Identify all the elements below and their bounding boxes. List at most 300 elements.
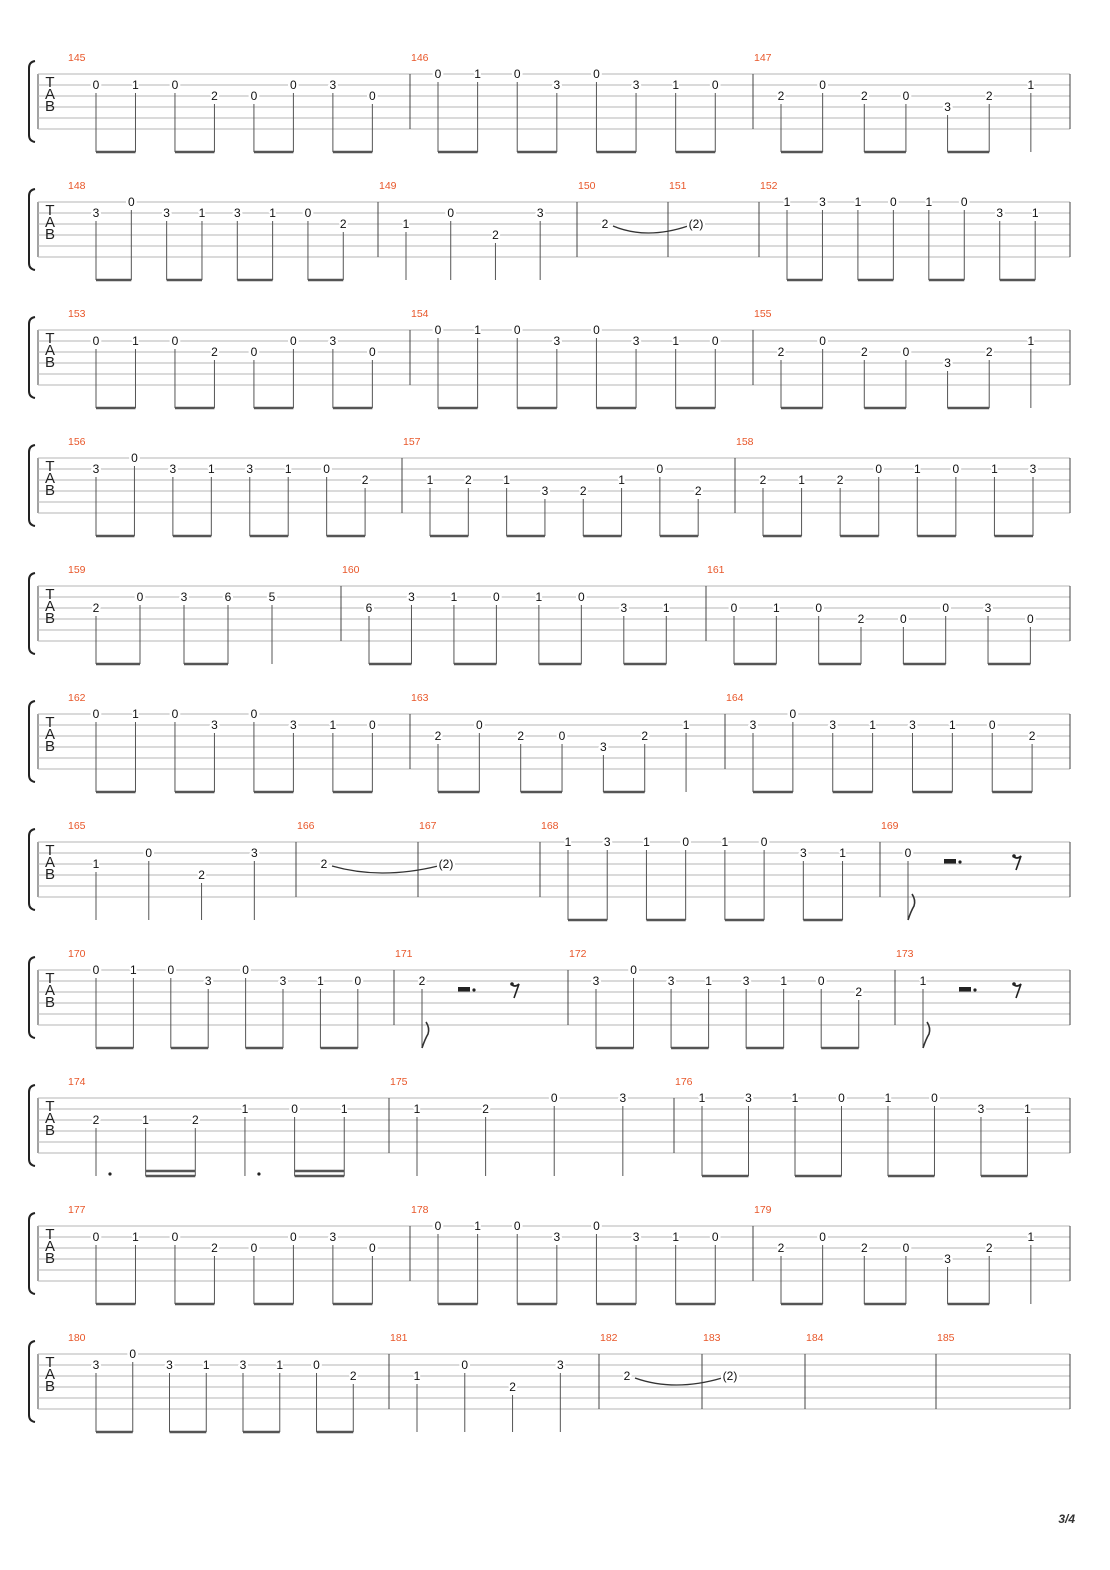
eighth-rest-head <box>1012 982 1016 986</box>
fret-note <box>93 334 100 408</box>
system-bracket <box>29 957 35 1038</box>
measure-number: 167 <box>419 820 437 832</box>
fret-note <box>192 1113 199 1176</box>
fret-note <box>408 590 415 664</box>
fret-number: 1 <box>721 835 729 849</box>
fret-number: 0 <box>815 601 823 615</box>
fret-number: 0 <box>817 974 825 988</box>
measure-number: 160 <box>342 564 360 576</box>
fret-note <box>474 1219 481 1304</box>
fret-number: 3 <box>204 974 212 988</box>
fret-note <box>875 462 882 536</box>
fret-note <box>167 963 174 1048</box>
fret-number: 0 <box>656 462 664 476</box>
fret-note <box>130 963 137 1048</box>
fret-number: (2) <box>688 217 704 231</box>
fret-number: 0 <box>92 707 100 721</box>
measure <box>68 948 361 1048</box>
fret-number: 3 <box>829 718 837 732</box>
measure-number: 161 <box>707 564 725 576</box>
fret-number: 3 <box>541 484 549 498</box>
fret-note <box>624 1369 722 1385</box>
fret-note <box>792 1091 799 1176</box>
page-number: 3/4 <box>1058 1512 1075 1526</box>
system-bracket <box>29 61 35 142</box>
fret-number: 1 <box>1031 206 1039 220</box>
fret-number: 3 <box>553 334 561 348</box>
fret-number: 3 <box>749 718 757 732</box>
system-bracket <box>29 317 35 398</box>
measure-number: 183 <box>703 1332 721 1344</box>
fret-number: 3 <box>92 1358 100 1372</box>
measure-number: 172 <box>569 948 587 960</box>
fret-note <box>750 718 757 792</box>
fret-note <box>313 1358 320 1432</box>
fret-number: 0 <box>369 718 376 732</box>
fret-note <box>553 78 560 152</box>
tab-clef-letter: B <box>44 1378 56 1395</box>
fret-number: 0 <box>92 963 100 977</box>
fret-number: 0 <box>434 1219 442 1233</box>
fret-note <box>536 590 543 664</box>
tab-clef-letter: A <box>44 342 56 359</box>
tab-clef-letter: A <box>44 598 56 615</box>
measure <box>68 1332 357 1432</box>
tab-clef-letter: T <box>45 714 55 731</box>
fret-note <box>142 1113 149 1176</box>
fret-number: 1 <box>682 718 690 732</box>
measure-number: 170 <box>68 948 86 960</box>
measure-number: 163 <box>411 692 429 704</box>
fret-note <box>986 345 993 408</box>
fret-number: 0 <box>354 974 362 988</box>
fret-number: 2 <box>482 1102 489 1116</box>
fret-number: 2 <box>434 729 442 743</box>
measure-number: 182 <box>600 1332 618 1344</box>
fret-number: 1 <box>426 473 434 487</box>
measure <box>390 1332 564 1432</box>
tab-system <box>29 1332 1070 1432</box>
fret-note <box>559 729 566 792</box>
fret-number: 1 <box>672 1230 680 1244</box>
fret-note <box>604 835 611 920</box>
measure <box>806 1332 824 1344</box>
fret-note <box>819 195 826 280</box>
fret-number: 3 <box>944 1252 951 1266</box>
fret-number: 3 <box>745 1091 752 1105</box>
fret-number: 0 <box>171 707 179 721</box>
fret-number: 3 <box>996 206 1004 220</box>
measure-number: 149 <box>379 180 397 192</box>
fret-note <box>819 78 826 152</box>
fret-note <box>1027 612 1034 664</box>
fret-number: 2 <box>694 484 702 498</box>
fret-note <box>829 718 836 792</box>
fret-number: 1 <box>202 1358 210 1372</box>
fret-note <box>93 707 100 792</box>
fret-note <box>290 1230 297 1304</box>
measure <box>896 948 1021 1048</box>
fret-number: 3 <box>984 601 992 615</box>
fret-number: 1 <box>672 78 680 92</box>
fret-note <box>745 1091 752 1176</box>
fret-note <box>93 206 100 280</box>
fret-note <box>593 323 600 408</box>
fret-number: 1 <box>798 473 805 487</box>
eighth-flag <box>908 894 915 920</box>
fret-number: 3 <box>92 206 100 220</box>
fret-note <box>362 473 369 536</box>
fret-number: 0 <box>313 1358 320 1372</box>
fret-note <box>461 1358 468 1432</box>
fret-number: 1 <box>919 974 927 988</box>
fret-note <box>712 78 719 152</box>
fret-number: 3 <box>536 206 544 220</box>
fret-number: 1 <box>662 601 670 615</box>
fret-note <box>172 78 179 152</box>
measure <box>68 308 376 408</box>
measure-number: 181 <box>390 1332 408 1344</box>
fret-number: 0 <box>630 963 637 977</box>
fret-note <box>855 985 862 1048</box>
fret-note <box>225 590 232 664</box>
fret-note <box>712 334 719 408</box>
tie-arc <box>613 226 688 233</box>
fret-number: 0 <box>711 334 719 348</box>
fret-note <box>290 718 297 792</box>
fret-note <box>557 1358 564 1432</box>
fret-number: 2 <box>860 345 868 359</box>
fret-number: 6 <box>365 601 373 615</box>
fret-note <box>580 484 587 536</box>
fret-number: 3 <box>1029 462 1037 476</box>
tab-clef-letter: B <box>44 1250 56 1267</box>
fret-note <box>815 601 822 664</box>
measure-number: 159 <box>68 564 86 576</box>
fret-number: 2 <box>509 1380 516 1394</box>
measure-number: 176 <box>675 1076 693 1088</box>
fret-note <box>790 707 797 792</box>
measure-number: 148 <box>68 180 86 192</box>
fret-note <box>128 195 135 280</box>
fret-note <box>234 206 241 280</box>
measure <box>411 1204 719 1304</box>
fret-number: 0 <box>875 462 883 476</box>
fret-number: 0 <box>434 67 442 81</box>
measure <box>68 820 258 920</box>
rest-dot <box>958 860 961 863</box>
fret-note <box>435 1219 442 1304</box>
system-bracket <box>29 829 35 910</box>
tab-clef-letter: B <box>44 1122 56 1139</box>
fret-note <box>172 1230 179 1304</box>
measure-number: 158 <box>736 436 754 448</box>
fret-note <box>163 206 170 280</box>
fret-note <box>942 601 949 664</box>
fret-number: 1 <box>791 1091 799 1105</box>
fret-number: 0 <box>323 462 330 476</box>
fret-number: 3 <box>166 1358 173 1372</box>
tab-clef-letter: A <box>44 470 56 487</box>
measure-number: 171 <box>395 948 413 960</box>
fret-note <box>129 1347 136 1432</box>
fret-number: 1 <box>132 78 139 92</box>
fret-note <box>205 974 212 1048</box>
fret-number: 1 <box>317 974 324 988</box>
fret-number: 3 <box>592 974 600 988</box>
fret-number: 0 <box>92 1230 100 1244</box>
fret-note <box>503 473 510 536</box>
fret-note <box>341 1102 348 1176</box>
fret-note <box>784 195 791 280</box>
fret-number: 2 <box>211 89 218 103</box>
system-bracket <box>29 701 35 782</box>
fret-number: 0 <box>290 1230 297 1244</box>
half-rest <box>944 859 956 864</box>
fret-number: 0 <box>711 78 719 92</box>
fret-note <box>414 1102 421 1176</box>
fret-number: 1 <box>284 462 292 476</box>
fret-number: 2 <box>623 1369 631 1383</box>
fret-number: 1 <box>450 590 458 604</box>
fret-note <box>132 1230 139 1304</box>
fret-note <box>760 473 767 536</box>
tab-clef-letter: T <box>45 1098 55 1115</box>
tab-clef-letter: T <box>45 202 55 219</box>
tab-clef-letter: T <box>45 458 55 475</box>
fret-number: 1 <box>913 462 921 476</box>
fret-number: 3 <box>742 974 750 988</box>
fret-number: 0 <box>131 451 138 465</box>
fret-number: 2 <box>579 484 587 498</box>
fret-note <box>482 1102 489 1176</box>
fret-note <box>903 89 910 152</box>
measure <box>411 308 719 408</box>
fret-number: 3 <box>977 1102 985 1116</box>
fret-note <box>909 718 916 792</box>
fret-number: 0 <box>819 78 826 92</box>
fret-note <box>439 857 454 871</box>
fret-number: 1 <box>474 1219 481 1233</box>
fret-number: 2 <box>855 985 863 999</box>
fret-number: 0 <box>369 89 376 103</box>
measure-number: 179 <box>754 1204 772 1216</box>
fret-number: 1 <box>1027 1230 1035 1244</box>
fret-note <box>837 473 844 536</box>
fret-number: 1 <box>413 1102 421 1116</box>
fret-note <box>203 1358 210 1432</box>
fret-note <box>620 601 627 664</box>
fret-note <box>949 718 956 792</box>
fret-number: 1 <box>198 206 206 220</box>
fret-note <box>903 1241 910 1304</box>
tab-clef-letter: T <box>45 330 55 347</box>
measure <box>395 948 519 1048</box>
tab-system <box>29 52 1070 152</box>
fret-note <box>474 323 481 408</box>
measure <box>68 180 347 280</box>
fret-note <box>451 590 458 664</box>
fret-note <box>93 963 100 1048</box>
fret-number: 2 <box>92 1113 100 1127</box>
fret-number: 2 <box>349 1369 357 1383</box>
fret-note <box>920 974 930 1048</box>
fret-number: (2) <box>722 1369 738 1383</box>
tab-system <box>29 436 1070 536</box>
fret-number: 3 <box>92 462 100 476</box>
fret-number: 2 <box>211 1241 218 1255</box>
fret-number: 2 <box>492 228 499 242</box>
fret-note <box>861 1241 868 1304</box>
measure <box>569 948 862 1048</box>
fret-number: 0 <box>475 718 483 732</box>
fret-note <box>493 590 500 664</box>
fret-note <box>269 590 276 664</box>
fret-number: 3 <box>250 846 258 860</box>
fret-note <box>369 1241 376 1304</box>
fret-number: 0 <box>904 846 912 860</box>
fret-number: 1 <box>839 846 846 860</box>
fret-note <box>340 217 347 280</box>
fret-number: 1 <box>241 1102 249 1116</box>
measure <box>760 180 1039 280</box>
fret-note <box>509 1380 516 1432</box>
fret-note <box>633 78 640 152</box>
fret-note <box>778 345 785 408</box>
fret-number: 0 <box>167 963 175 977</box>
fret-note <box>93 462 100 536</box>
fret-number: 3 <box>553 78 561 92</box>
fret-number: 2 <box>777 345 785 359</box>
half-rest <box>959 987 971 992</box>
fret-note <box>705 974 712 1048</box>
fret-number: 0 <box>711 1230 719 1244</box>
fret-number: 3 <box>632 334 640 348</box>
fret-note <box>447 206 454 280</box>
fret-note <box>869 718 876 792</box>
fret-note <box>1028 78 1035 152</box>
fret-number: (2) <box>438 857 454 871</box>
fret-note <box>435 729 442 792</box>
fret-note <box>403 217 410 280</box>
fret-note <box>211 1241 218 1304</box>
tab-system <box>29 948 1070 1048</box>
fret-note <box>291 1102 298 1176</box>
fret-number: 0 <box>902 1241 910 1255</box>
fret-note <box>132 78 139 152</box>
measure-number: 147 <box>754 52 772 64</box>
fret-note <box>93 1113 112 1176</box>
measure <box>726 692 1036 792</box>
fret-number: 3 <box>556 1358 564 1372</box>
fret-number: 0 <box>593 67 600 81</box>
fret-number: 1 <box>705 974 712 988</box>
fret-note <box>290 334 297 408</box>
tab-system <box>29 180 1070 280</box>
fret-note <box>276 1358 283 1432</box>
fret-note <box>514 67 521 152</box>
fret-note <box>593 67 600 152</box>
fret-note <box>1032 206 1039 280</box>
measure <box>403 436 702 536</box>
measure-number: 156 <box>68 436 86 448</box>
fret-number: 2 <box>464 473 472 487</box>
fret-number: 0 <box>92 78 100 92</box>
fret-note <box>251 846 258 920</box>
fret-number: 3 <box>909 718 916 732</box>
fret-note <box>672 334 679 408</box>
fret-note <box>166 1358 173 1432</box>
fret-note <box>683 718 690 792</box>
measure <box>342 564 670 664</box>
fret-note <box>643 835 650 920</box>
fret-note <box>131 451 138 536</box>
fret-number: 3 <box>163 206 170 220</box>
fret-note <box>251 707 258 792</box>
system-bracket <box>29 1213 35 1294</box>
fret-note <box>369 89 376 152</box>
fret-number: 0 <box>952 462 960 476</box>
fret-number: 1 <box>142 1113 149 1127</box>
fret-number: 3 <box>329 78 337 92</box>
fret-note <box>953 462 960 536</box>
measure-number: 168 <box>541 820 559 832</box>
fret-note <box>366 601 373 664</box>
fret-note <box>317 974 324 1048</box>
fret-number: 1 <box>991 462 998 476</box>
measure-number: 185 <box>937 1332 955 1344</box>
measure <box>881 820 1021 920</box>
measure <box>411 52 719 152</box>
fret-number: 3 <box>329 1230 337 1244</box>
fret-note <box>553 1230 560 1304</box>
tab-clef-letter: B <box>44 354 56 371</box>
tab-clef-letter: A <box>44 982 56 999</box>
fret-note <box>427 473 434 536</box>
fret-note <box>839 846 846 920</box>
fret-number: 0 <box>250 345 258 359</box>
fret-note <box>242 1102 261 1176</box>
fret-number: 0 <box>145 846 153 860</box>
fret-note <box>1030 462 1037 536</box>
fret-note <box>93 1230 100 1304</box>
fret-number: 1 <box>132 707 139 721</box>
fret-note <box>476 718 483 792</box>
fret-number: 0 <box>902 89 910 103</box>
tab-clef-letter: B <box>44 738 56 755</box>
rest-dot <box>472 988 475 991</box>
fret-number: 3 <box>246 462 254 476</box>
system-bracket <box>29 445 35 526</box>
fret-note <box>695 484 702 536</box>
fret-number: 0 <box>171 1230 179 1244</box>
tab-clef-letter: B <box>44 610 56 627</box>
measure <box>68 1076 348 1176</box>
fret-note <box>1028 334 1035 408</box>
rhythm-dot <box>108 1172 111 1175</box>
fret-note <box>369 345 376 408</box>
tab-clef-letter: T <box>45 842 55 859</box>
fret-note <box>773 601 780 664</box>
fret-number: 0 <box>250 1241 258 1255</box>
eighth-flag <box>422 1022 429 1048</box>
fret-note <box>593 1219 600 1304</box>
fret-note <box>712 1230 719 1304</box>
fret-number: 2 <box>777 1241 785 1255</box>
fret-number: 0 <box>593 1219 600 1233</box>
fret-number: 1 <box>269 206 276 220</box>
fret-number: 0 <box>577 590 585 604</box>
